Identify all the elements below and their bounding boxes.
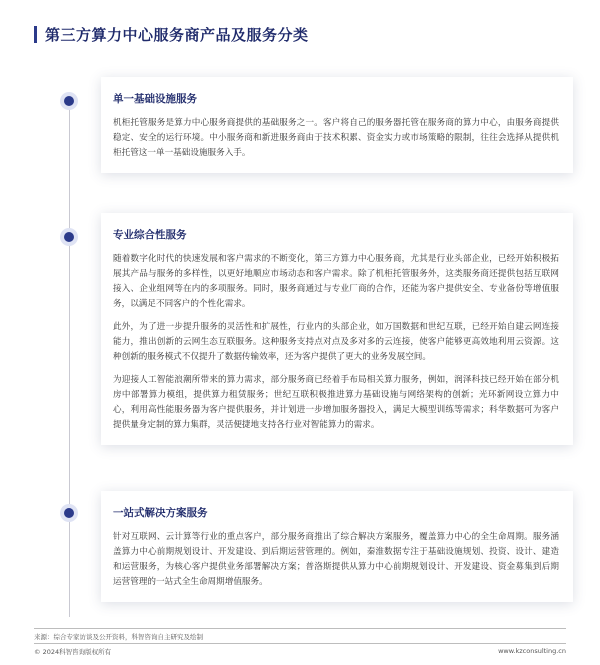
footer-divider-bottom [34, 643, 566, 644]
section-paragraph: 为迎接人工智能浪潮所带来的算力需求，部分服务商已经着手布局相关算力服务，例如，润泽科技已经开始在部分机房中部署算力模组，提供算力租赁服务；世纪互联积极推进算力基础设施与网络架构的创新；光环新网设立算力中心，利用高性能服务器为客户提供服务，并计划进一步增加服务器投入，满足大模型训练等需求；科华数据可为客户提供量身定制的算力集群，灵活便捷地支持各行业对智能算力的需求。 [113, 375, 559, 430]
website-text: www.kzconsulting.cn [498, 647, 566, 655]
section-paragraph: 针对互联网、云计算等行业的重点客户，部分服务商推出了综合解决方案服务，覆盖算力中心的全生命周期。服务涵盖算力中心前期规划设计、开发建设、到后期运营管理的。例如，秦淮数据专注于基础设施规划、投资、设计、建造和运营服务，为核心客户提供业务部署解决方案；普洛斯提供从算力中心前期规划设计、开发建设、资金募集到后期运营管理的一站式全生命周期增值服务。 [113, 532, 559, 587]
section-title: 一站式解决方案服务 [113, 507, 208, 519]
section-title: 单一基础设施服务 [113, 93, 197, 105]
section-card-3 [101, 491, 573, 602]
timeline-dot-3 [64, 508, 74, 518]
timeline-dot-1 [64, 96, 74, 106]
section-card-2 [101, 213, 573, 445]
copyright-text: © 2024科智咨询版权所有 [34, 648, 112, 656]
source-note: 来源：综合专家访谈及公开资料，科智咨询自主研究及绘制 [34, 633, 203, 641]
section-card-1 [101, 77, 573, 173]
timeline-line [69, 100, 70, 617]
section-paragraph: 机柜托管服务是算力中心服务商提供的基础服务之一。客户将自己的服务器托管在服务商的算力中心，由服务商提供稳定、安全的运行环境。中小服务商和新进服务商由于技术积累、资金实力或市场策略的限制，往往会选择从提供机柜托管这一单一基础设施服务入手。 [113, 118, 559, 158]
section-paragraph: 此外，为了进一步提升服务的灵活性和扩展性，行业内的头部企业，如万国数据和世纪互联，已经开始自建云网连接能力，推出创新的云网生态互联服务。这种服务支持点对点及多对多的云连接，使客户能够更高效地利用云资源。这种创新的服务模式不仅提升了数据传输效率，还为客户提供了更大的业务发展空间。 [113, 322, 559, 362]
title-accent-bar [34, 26, 37, 43]
timeline-dot-2 [64, 232, 74, 242]
section-title: 专业综合性服务 [113, 229, 187, 241]
footer-divider [34, 628, 566, 629]
page-title: 第三方算力中心服务商产品及服务分类 [45, 26, 309, 44]
page-header [34, 24, 309, 45]
section-paragraph: 随着数字化时代的快速发展和客户需求的不断变化，第三方算力中心服务商，尤其是行业头部企业，已经开始积极拓展其产品与服务的多样性，以更好地顺应市场动态和客户需求。除了机柜托管服务外，这类服务商还提供包括互联网接入、企业组网等在内的多项服务。同时，服务商通过与专业厂商的合作，还能为客户提供安全、专业备份等增值服务，以满足不同客户的个性化需求。 [113, 254, 559, 309]
